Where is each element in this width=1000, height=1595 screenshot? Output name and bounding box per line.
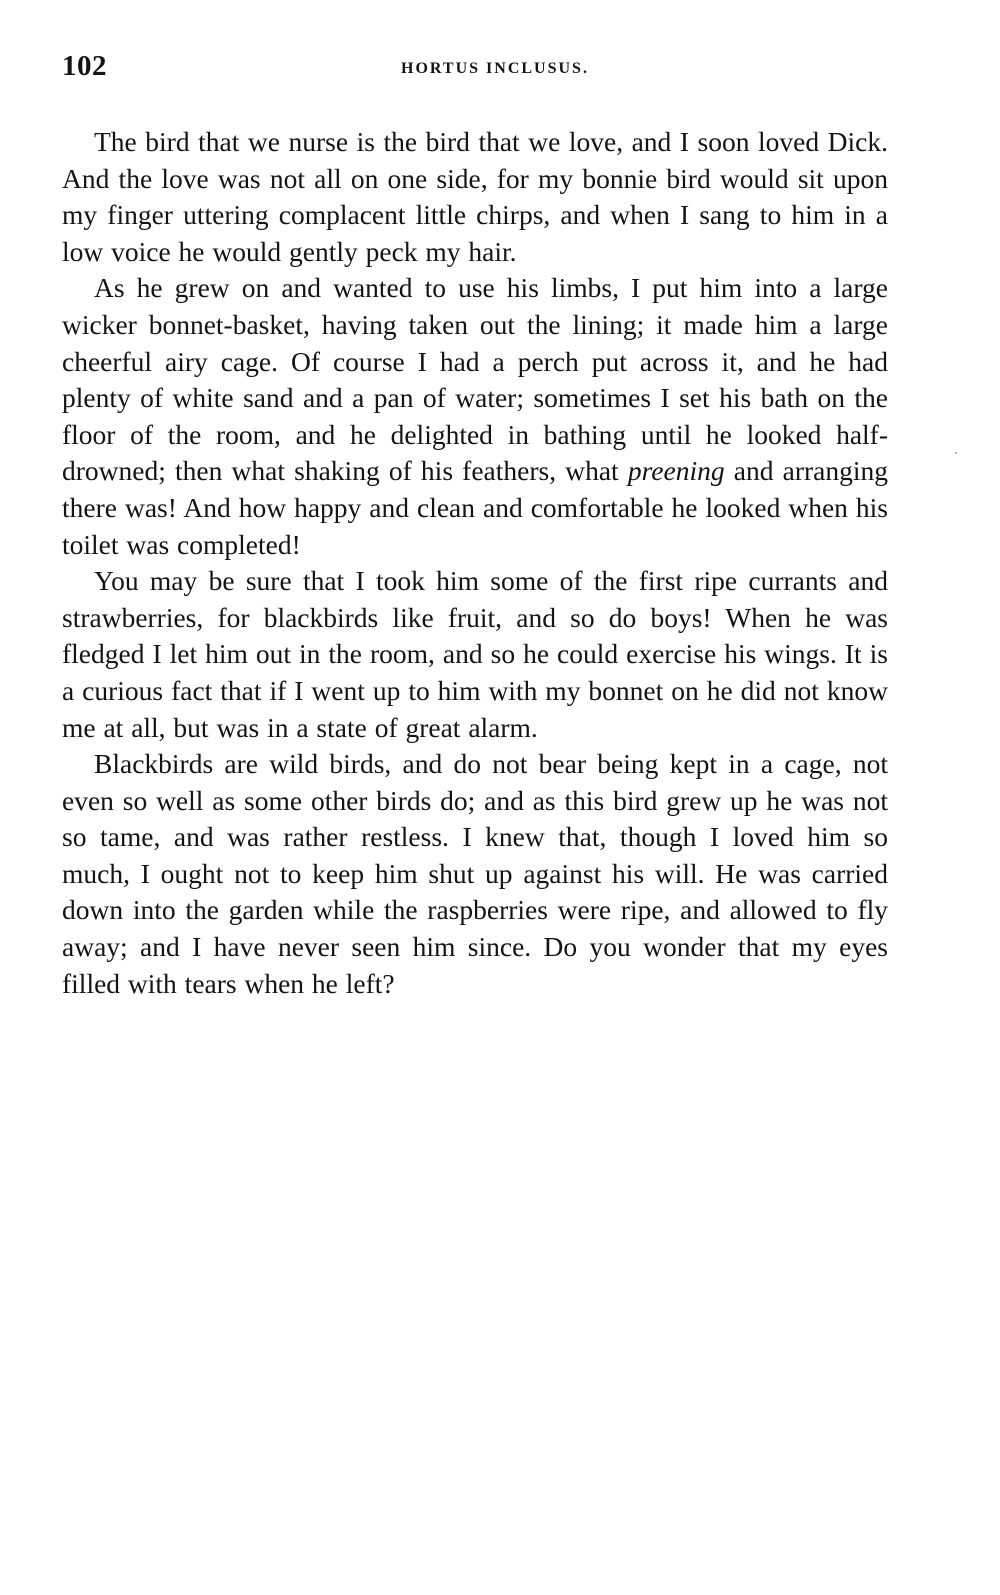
paragraph-4: Blackbirds are wild birds, and do not bear being kept in a cage, not even so well as some other birds do; and as this bird grew up he was not so tame, and was rather restless. I knew that, though I loved him so much, I ought not to keep him shut up against his will. He was carried down into the garden while the raspberries were ripe, and allowed to fly away; and I have never seen him since. Do you wonder that my eyes filled with tears when he left? (62, 748, 888, 999)
page-number: 102 (62, 50, 107, 82)
running-title: HORTUS INCLUSUS. (401, 60, 589, 77)
running-head (62, 50, 888, 90)
paragraph-3: You may be sure that I took him some of the first ripe currants and strawberries, for blackbirds like fruit, and so do boys! When he was fledged I let him out in the room, and so he could exercise his wings. It is a curious fact that if I went up to him with my bonnet on he did not know me at all, but was in a state of great alarm. (62, 565, 888, 743)
paragraph-1: The bird that we nurse is the bird that we love, and I soon loved Dick. And the love was not all on one side, for my bonnie bird would sit upon my finger uttering complacent little chirps, and when I sang to him in a low voice he would gently peck my hair. (62, 126, 888, 267)
paragraph-2-text-before: As he grew on and wanted to use his limbs, I put him into a large wicker bonnet-basket, having taken out the lining; it made him a large cheerful airy cage. Of course I had a perch put across it, and he had plenty of white sand and a pan of water; sometimes I set his bath on the floor of the room, and he delighted in bathing until he looked half-drowned; then what shaking of his feathers, what (62, 272, 888, 487)
stray-ink-mark (955, 452, 957, 454)
body-text (62, 124, 888, 1002)
paragraph-2 (62, 270, 888, 563)
paragraph-2-text-after: and arranging there was! And how happy and clean and comfortable he looked when his toilet was completed! (62, 455, 888, 560)
italic-word-preening: preening (627, 455, 725, 487)
